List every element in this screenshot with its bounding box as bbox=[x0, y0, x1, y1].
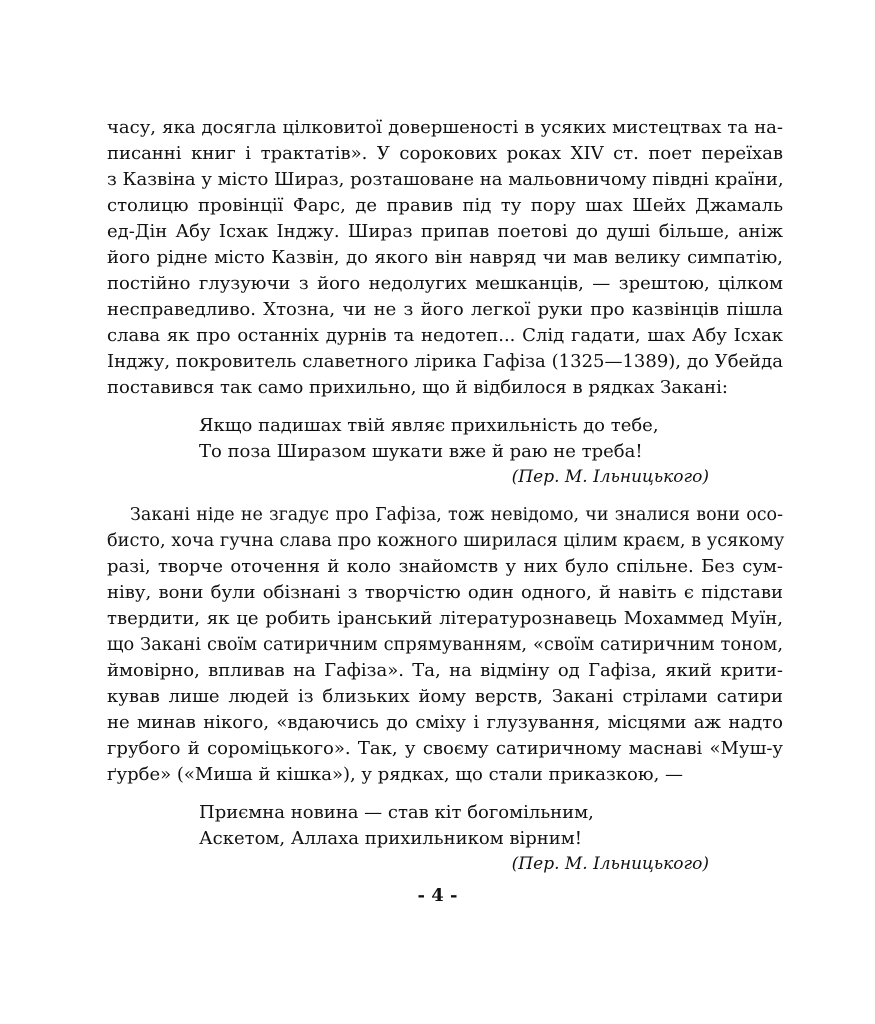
page-number: - 4 - bbox=[417, 885, 458, 906]
text-line: з Казвіна у місто Шираз, розташоване на мальовничому півдні країни, bbox=[107, 169, 784, 190]
text-line: поставився так само прихильно, що й відбилося в рядках Закані: bbox=[107, 377, 728, 398]
text-line: бисто, хоча гучна слава про кожного ширилася цілим краєм, в усякому bbox=[107, 531, 785, 551]
verse-line: Приємна новина — став кіт богомільним, bbox=[199, 802, 594, 823]
text-line: слава як про останніх дурнів та недотеп... Слід гадати, шах Абу Ісхак bbox=[107, 325, 783, 346]
text-line: разі, творче оточення й коло знайомств у них було спільне. Без сум- bbox=[107, 556, 783, 577]
text-line: ед-Дін Абу Ісхак Інджу. Шираз припав поетові до душі більше, аніж bbox=[107, 221, 783, 242]
text-line: ґурбе» («Миша й кішка»), у рядках, що стали приказкою, — bbox=[107, 764, 684, 785]
text-line: ніву, вони були обізнані з творчістю один одного, й навіть є підстави bbox=[107, 582, 783, 603]
text-line: часу, яка досягла цілковитої довершеності в усяких мистецтвах та на- bbox=[107, 117, 783, 138]
verse-line: То поза Ширазом шукати вже й раю не треба! bbox=[199, 441, 643, 462]
text-line: ймовірно, впливав на Гафіза». Та, на відміну од Гафіза, який крити- bbox=[107, 660, 783, 681]
text-line: постійно глузуючи з його недолугих мешканців, — зрештою, цілком bbox=[107, 273, 783, 294]
text-line: Інджу, покровитель славетного лірика Гафіза (1325—1389), до Убейда bbox=[107, 351, 783, 372]
text-line: його рідне місто Казвін, до якого він навряд чи мав велику симпатію, bbox=[107, 247, 783, 268]
text-line: не минав нікого, «вдаючись до сміху і глузування, місцями аж надто bbox=[107, 712, 783, 733]
text-line: писанні книг і трактатів». У сорокових роках XIV ст. поет переїхав bbox=[107, 143, 783, 164]
text-line: кував лише людей із близьких йому верств, Закані стрілами сатири bbox=[107, 686, 783, 707]
verse-line: Якщо падишах твій являє прихильність до тебе, bbox=[199, 415, 659, 436]
text-line: столицю провінції Фарс, де правив під ту пору шах Шейх Джамаль bbox=[107, 195, 783, 216]
text-line: що Закані своїм сатиричним спрямуванням, «своїм сатиричним тоном, bbox=[107, 635, 783, 655]
text-line: твердити, як це робить іранський літературознавець Мохаммед Муїн, bbox=[107, 608, 783, 629]
text-line: грубого й сороміцького». Так, у своєму сатиричному маснаві «Муш-у bbox=[107, 738, 783, 759]
verse-line: Аскетом, Аллаха прихильником вірним! bbox=[199, 828, 583, 849]
translator-attribution: (Пер. М. Ільницького) bbox=[511, 467, 709, 487]
translator-attribution: (Пер. М. Ільницького) bbox=[511, 854, 709, 874]
text-line: несправедливо. Хтозна, чи не з його легкої руки про казвінців пішла bbox=[107, 299, 783, 320]
text-line: Закані ніде не згадує про Гафіза, тож невідомо, чи зналися вони осо- bbox=[130, 505, 783, 525]
